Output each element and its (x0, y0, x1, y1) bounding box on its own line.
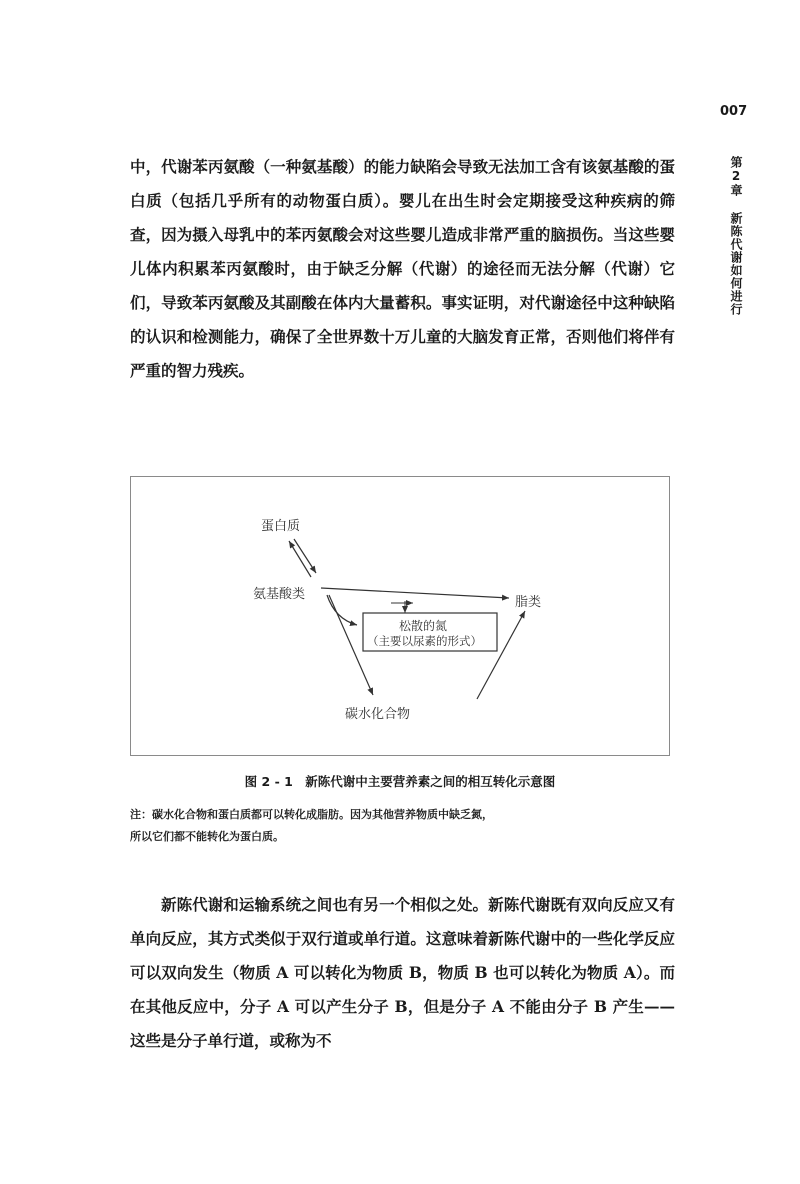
chapter-title: 新陈代谢如何进行 (729, 212, 743, 316)
body-paragraph-2: 新陈代谢和运输系统之间也有另一个相似之处。新陈代谢既有双向反应又有单向反应，其方式类似于双行道或单行道。这意味着新陈代谢中的一些化学反应可以双向发生（物质 A 可以转化为物质 B，物质 B 也可以转化为物质 A）。而在其他反应中，分子 A 可以产生分子 B，但是分子 A 不能由分子 B 产生——这些是分子单行道，或称为不 (130, 895, 675, 1050)
chapter-side-tab (723, 156, 743, 316)
figure-caption: 图 2 - 1 新陈代谢中主要营养素之间的相互转化示意图 (244, 774, 556, 789)
label-protein: 蛋白质 (261, 519, 301, 534)
label-carbohydrates: 碳水化合物 (345, 707, 411, 722)
label-fats: 脂类 (515, 595, 542, 610)
label-amino-acids: 氨基酸类 (253, 587, 306, 602)
arrow-amino-to-fats (321, 588, 509, 598)
chapter-mark: 第2章 (729, 156, 743, 197)
label-nitrogen-line1: 松散的氮 (399, 619, 448, 633)
figure-note-line-1: 注：碳水化合物和蛋白质都可以转化成脂肪。因为其他营养物质中缺乏氮， (130, 808, 493, 821)
figure-box (130, 476, 670, 756)
page-number: 007 (720, 104, 748, 119)
figure-note-line-2: 所以它们都不能转化为蛋白质。 (130, 830, 284, 843)
label-nitrogen-line2: （主要以尿素的形式） (367, 634, 482, 648)
body-paragraph-1: 中，代谢苯丙氨酸（一种氨基酸）的能力缺陷会导致无法加工含有该氨基酸的蛋白质（包括几乎所有的动物蛋白质）。婴儿在出生时会定期接受这种疾病的筛查，因为摄入母乳中的苯丙氨酸会对这些婴儿造成非常严重的脑损伤。当这些婴儿体内积累苯丙氨酸时，由于缺乏分解（代谢）的途径而无法分解（代谢）它们，导致苯丙氨酸及其副酸在体内大量蓄积。事实证明，对代谢途径中这种缺陷的认识和检测能力，确保了全世界数十万儿童的大脑发育正常，否则他们将伴有严重的智力残疾。 (130, 157, 675, 380)
arrow-amino-to-protein (289, 541, 311, 577)
figure-note (130, 804, 670, 848)
